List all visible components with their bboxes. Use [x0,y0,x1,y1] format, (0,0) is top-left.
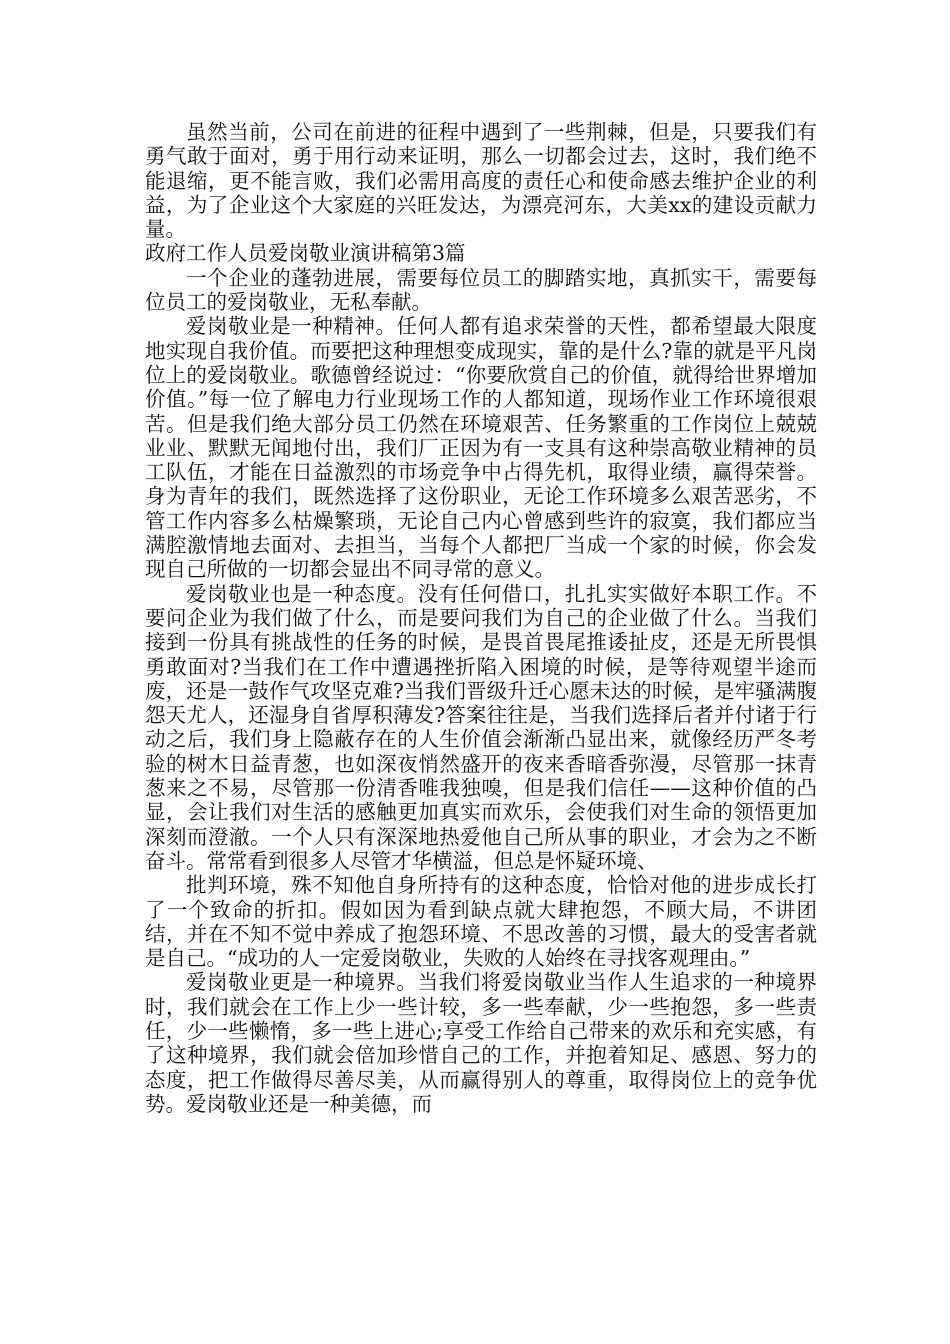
paragraph-1: 虽然当前，公司在前进的征程中遇到了一些荆棘，但是，只要我们有勇气敢于面对，勇于用行动来证明，那么一切都会过去，这时，我们绝不能退缩，更不能言败，我们必需用高度的责任心和使命感去维护企业的利益，为了企业这个大家庭的兴旺发达，为漂亮河东，大美xx的建设贡献力量。 [145,120,817,242]
paragraph-4: 爱岗敬业也是一种态度。没有任何借口，扎扎实实做好本职工作。不要问企业为我们做了什么，而是要问我们为自己的企业做了什么。当我们接到一份具有挑战性的任务的时候，是畏首畏尾推诿扯皮，还是无所畏惧勇敢面对?当我们在工作中遭遇挫折陷入困境的时候，是等待观望半途而废，还是一鼓作气攻坚克难?当我们晋级升迁心愿未达的时候，是牢骚满腹怨天尤人，还湿身自省厚积薄发?答案往往是，当我们选择后者并付诸于行动之后，我们身上隐蔽存在的人生价值会渐渐凸显出来，就像经历严冬考验的树木日益青葱，也如深夜悄然盛开的夜来香暗香弥漫，尽管那一抹青葱来之不易，尽管那一份清香唯我独嗅，但是我们信任——这种价值的凸显，会让我们对生活的感触更加真实而欢乐，会使我们对生命的领悟更加深刻而澄澈。一个人只有深深地热爱他自己所从事的职业，才会为之不断奋斗。常常看到很多人尽管才华横溢，但总是怀疑环境、 [145,581,817,873]
document-page [145,120,817,1116]
section-heading: 政府工作人员爱岗敬业演讲稿第3篇 [145,241,466,266]
paragraph-5: 批判环境，殊不知他自身所持有的这种态度，恰恰对他的进步成长打了一个致命的折扣。假如因为看到缺点就大肆抱怨，不顾大局，不讲团结，并在不知不觉中养成了抱怨环境、不思改善的习惯，最大的受害者就是自己。“成功的人一定爱岗敬业，失败的人始终在寻找客观理由。” [145,873,817,971]
paragraph-2: 一个企业的蓬勃进展，需要每位员工的脚踏实地，真抓实干，需要每位员工的爱岗敬业，无私奉献。 [145,265,817,315]
paragraph-3: 爱岗敬业是一种精神。任何人都有追求荣誉的天性，都希望最大限度地实现自我价值。而要把这种理想变成现实，靠的是什么?靠的就是平凡岗位上的爱岗敬业。歌德曾经说过：“你要欣赏自己的价值，就得给世界增加价值。”每一位了解电力行业现场工作的人都知道，现场作业工作环境很艰苦。但是我们绝大部分员工仍然在环境艰苦、任务繁重的工作岗位上兢兢业业、默默无闻地付出，我们厂正因为有一支具有这种崇高敬业精神的员工队伍，才能在日益激烈的市场竞争中占得先机，取得业绩，赢得荣誉。身为青年的我们，既然选择了这份职业，无论工作环境多么艰苦恶劣，不管工作内容多么枯燥繁琐，无论自己内心曾感到些许的寂寞，我们都应当满腔激情地去面对、去担当，当每个人都把厂当成一个家的时候，你会发现自己所做的一切都会显出不同寻常的意义。 [145,314,817,582]
paragraph-6: 爱岗敬业更是一种境界。当我们将爱岗敬业当作人生追求的一种境界时，我们就会在工作上少一些计较，多一些奉献，少一些抱怨，多一些责任，少一些懒惰，多一些上进心;享受工作给自己带来的欢乐和充实感，有了这种境界，我们就会倍加珍惜自己的工作，并抱着知足、感恩、努力的态度，把工作做得尽善尽美，从而赢得别人的尊重，取得岗位上的竞争优势。爱岗敬业还是一种美德，而 [145,970,817,1116]
